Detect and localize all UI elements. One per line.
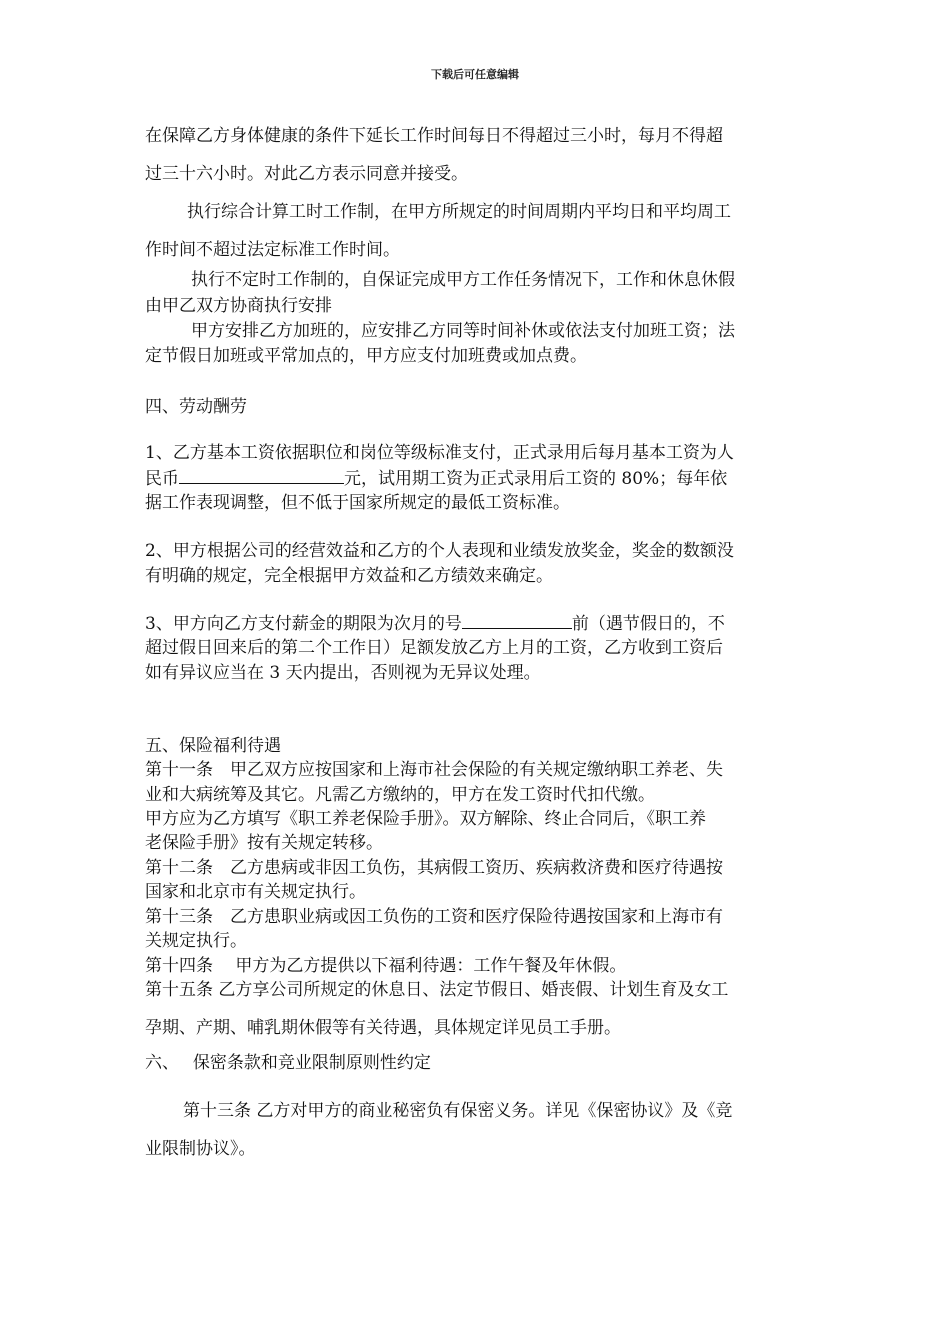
overtime-line-2: 过三十六小时。对此乙方表示同意并接受。	[145, 164, 468, 184]
article-12-line-1: 第十二条 乙方患病或非因工负伤，其病假工资历、疾病救济费和医疗待遇按	[145, 858, 723, 878]
salary-clause-1-line-2	[145, 467, 727, 490]
salary-clause-1-line-1: 1、乙方基本工资依据职位和岗位等级标准支付，正式录用后每月基本工资为人	[145, 443, 734, 463]
confidentiality-clause-line-1: 第十三条 乙方对甲方的商业秘密负有保密义务。详见《保密协议》及《竞	[183, 1101, 733, 1121]
overtime-line-1: 在保障乙方身体健康的条件下延长工作时间每日不得超过三小时，每月不得超	[145, 126, 723, 146]
comprehensive-hours-line-2: 作时间不超过法定标准工作时间。	[145, 240, 400, 260]
article-12-line-2: 国家和北京市有关规定执行。	[145, 882, 366, 902]
confidentiality-clause-line-2: 业限制协议》。	[145, 1139, 256, 1159]
probation-salary-text: 元，试用期工资为正式录用后工资的 80%；每年依	[344, 469, 728, 489]
currency-label: 民币	[145, 469, 179, 489]
section-5-title: 五、保险福利待遇	[145, 736, 281, 756]
article-15-line-1: 第十五条 乙方享公司所规定的休息日、法定节假日、婚丧假、计划生育及女工	[145, 980, 729, 1000]
pay-date-suffix: 前（遇节假日的，不	[571, 614, 725, 634]
overtime-pay-line-1: 甲方安排乙方加班的，应安排乙方同等时间补休或依法支付加班工资；法	[191, 321, 735, 341]
comprehensive-hours-line-1: 执行综合计算工时工作制，在甲方所规定的时间周期内平均日和平均周工	[187, 202, 731, 222]
section-6-title: 六、 保密条款和竞业限制原则性约定	[145, 1053, 431, 1073]
pay-date-blank[interactable]	[462, 612, 572, 629]
salary-amount-blank[interactable]	[179, 467, 344, 484]
article-11-line-3: 甲方应为乙方填写《职工养老保险手册》。双方解除、终止合同后，《职工养	[145, 809, 706, 829]
pay-date-clause-line-2: 超过假日回来后的第二个工作日）足额发放乙方上月的工资，乙方收到工资后	[145, 638, 723, 658]
salary-clause-1-line-3: 据工作表现调整，但不低于国家所规定的最低工资标准。	[145, 493, 570, 513]
bonus-clause-line-2: 有明确的规定，完全根据甲方效益和乙方绩效来确定。	[145, 566, 553, 586]
bonus-clause-line-1: 2、甲方根据公司的经营效益和乙方的个人表现和业绩发放奖金，奖金的数额没	[145, 541, 734, 561]
page-header: 下载后可任意编辑	[431, 68, 519, 81]
flexible-hours-line-1: 执行不定时工作制的，自保证完成甲方工作任务情况下，工作和休息休假	[191, 270, 735, 290]
article-11-line-2: 业和大病统筹及其它。凡需乙方缴纳的，甲方在发工资时代扣代缴。	[145, 785, 655, 805]
article-13-line-2: 关规定执行。	[145, 931, 247, 951]
article-15-line-2: 孕期、产期、哺乳期休假等有关待遇，具体规定详见员工手册。	[145, 1018, 621, 1038]
article-14: 第十四条 甲方为乙方提供以下福利待遇：工作午餐及年休假。	[145, 956, 627, 976]
flexible-hours-line-2: 由甲乙双方协商执行安排	[145, 296, 332, 316]
overtime-pay-line-2: 定节假日加班或平常加点的，甲方应支付加班费或加点费。	[145, 346, 587, 366]
article-11-line-1: 第十一条 甲乙双方应按国家和上海市社会保险的有关规定缴纳职工养老、失	[145, 760, 723, 780]
pay-date-clause-line-1	[145, 612, 725, 635]
section-4-title: 四、劳动酬劳	[145, 397, 247, 417]
pay-date-clause-line-3: 如有异议应当在 3 天内提出，否则视为无异议处理。	[145, 663, 541, 683]
article-11-line-4: 老保险手册》按有关规定转移。	[145, 833, 383, 853]
article-13-line-1: 第十三条 乙方患职业病或因工负伤的工资和医疗保险待遇按国家和上海市有	[145, 907, 723, 927]
pay-date-prefix: 3、甲方向乙方支付薪金的期限为次月的号	[145, 614, 462, 634]
